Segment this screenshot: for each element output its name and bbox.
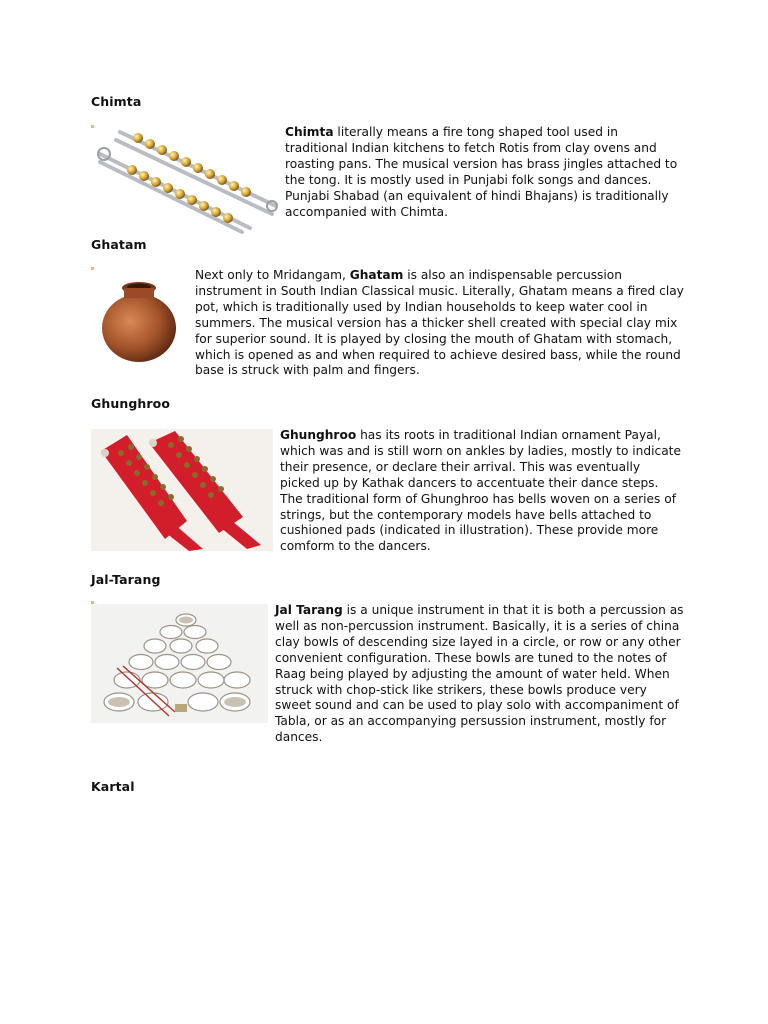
ghunghroo-description	[280, 428, 682, 555]
jal-tarang-description	[275, 603, 685, 746]
jal-tarang-text: is a unique instrument in that it is both a percussion as well as non-percussion instrument. Basically, it is a series of china clay bowls of descending size layed in a circle, or row or any other convenient configuration. These bowls are tuned to the notes of Raag being played by adjusting the amount of water held. When struck with chop-stick like strikers, these bowls produce very sweet sound and can be used to play solo with accompaniment of Tabla, or as an accompanying persussion instrument, mostly for dances.	[275, 603, 684, 745]
ghatam-description	[195, 268, 685, 379]
chimta-text: literally means a fire tong shaped tool used in traditional Indian kitchens to fetch Rotis from clay ovens and roasting pans. The musical version has brass jingles attached to the tong. It is mostly used in Punjabi folk songs and dances. Punjabi Shabad (an equivalent of hindi Bhajans) is traditionally accompanied with Chimta.	[285, 125, 678, 219]
heading-jal-tarang: Jal-Tarang	[91, 572, 161, 587]
term-jal-tarang: Jal Tarang	[275, 603, 343, 617]
ghunghroo-image	[91, 429, 273, 551]
term-ghatam: Ghatam	[349, 268, 404, 282]
jal-tarang-image	[91, 604, 268, 723]
ghatam-image	[98, 276, 180, 366]
heading-ghunghroo: Ghunghroo	[91, 396, 171, 411]
heading-kartal: Kartal	[91, 779, 135, 794]
heading-ghatam: Ghatam	[91, 237, 147, 252]
term-chimta: Chimta	[285, 125, 334, 139]
chimta-image	[92, 124, 280, 234]
ghunghroo-text: has its roots in traditional Indian ornament Payal, which was and is still worn on ankles by ladies, mostly to indicate their presence, or declare their arrival. This was eventually picked up by Kathak dancers to accentuate their dance steps. The traditional form of Ghunghroo has bells woven on a series of strings, but the contemporary models have bells attached to cushioned pads (indicated in illustration). These provide more comform to the dancers.	[280, 428, 681, 554]
chimta-description	[285, 125, 680, 220]
term-ghunghroo: Ghunghroo	[280, 428, 357, 442]
image-marker	[91, 267, 94, 270]
heading-chimta: Chimta	[91, 94, 142, 109]
ghatam-text: is also an indispensable percussion instrument in South Indian Classical music. Literally, Ghatam means a fired clay pot, which is traditionally used by Indian households to keep water cool in summers. The musical version has a thicker shell created with special clay mix for superior sound. It is played by closing the mouth of Ghatam with stomach, which is opened as and when required to achieve desired bass, while the round base is struck with palm and fingers.	[195, 268, 684, 378]
ghatam-lead: Next only to Mridangam,	[195, 268, 350, 282]
